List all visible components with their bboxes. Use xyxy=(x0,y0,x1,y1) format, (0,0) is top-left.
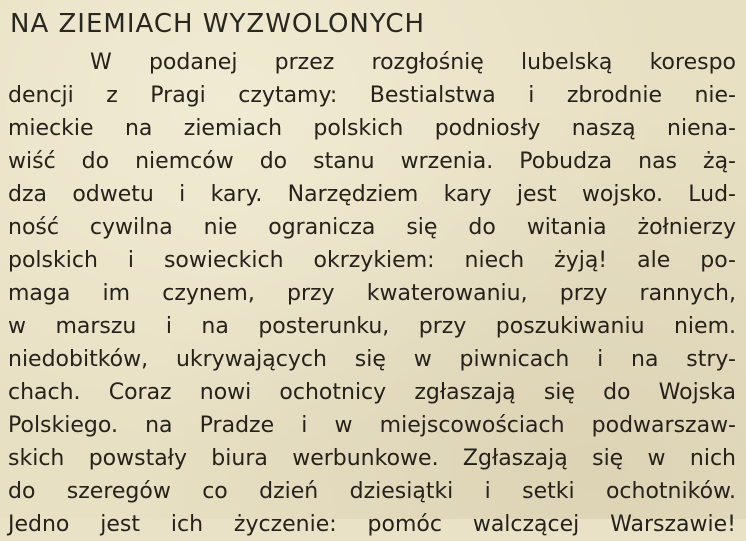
article-line: dza odwetu i kary. Narzędziem kary jest wojsko. Lud- xyxy=(8,182,736,207)
article-line: w marszu i na posterunku, przy poszukiwaniu niem. xyxy=(8,314,736,339)
article-line: ność cywilna nie ogranicza się do witania żołnierzy xyxy=(8,215,736,240)
article-line: wiść do niemców do stanu wrzenia. Pobudza nas żą- xyxy=(8,149,736,174)
article-line: niedobitków, ukrywających się w piwnicach i na stry- xyxy=(8,347,736,372)
article-headline: NA ZIEMIACH WYZWOLONYCH xyxy=(10,9,426,39)
article-line: Jedno jest ich życzenie: pomóc walczącej Warszawie! xyxy=(8,512,736,537)
article-line: polskich i sowieckich okrzykiem: niech żyją! ale po- xyxy=(8,248,736,273)
article-line: do szeregów co dzień dziesiątki i setki ochotników. xyxy=(8,479,736,504)
article-line: W podanej przez rozgłośnię lubelską korespo xyxy=(90,50,736,75)
article-line: Polskiego. na Pradze i w miejscowościach podwarszaw- xyxy=(8,413,736,438)
article-line: skich powstały biura werbunkowe. Zgłaszają się w nich xyxy=(8,446,736,471)
article-line: maga im czynem, przy kwaterowaniu, przy rannych, xyxy=(8,281,736,306)
article-body xyxy=(8,46,736,541)
article-line: mieckie na ziemiach polskich podniosły naszą nienа- xyxy=(8,116,736,141)
article-line: chach. Coraz nowi ochotnicy zgłaszają się do Wojska xyxy=(8,380,736,405)
article-line: dencji z Pragi czytamy: Bestialstwa i zbrodnie nie- xyxy=(8,83,736,108)
